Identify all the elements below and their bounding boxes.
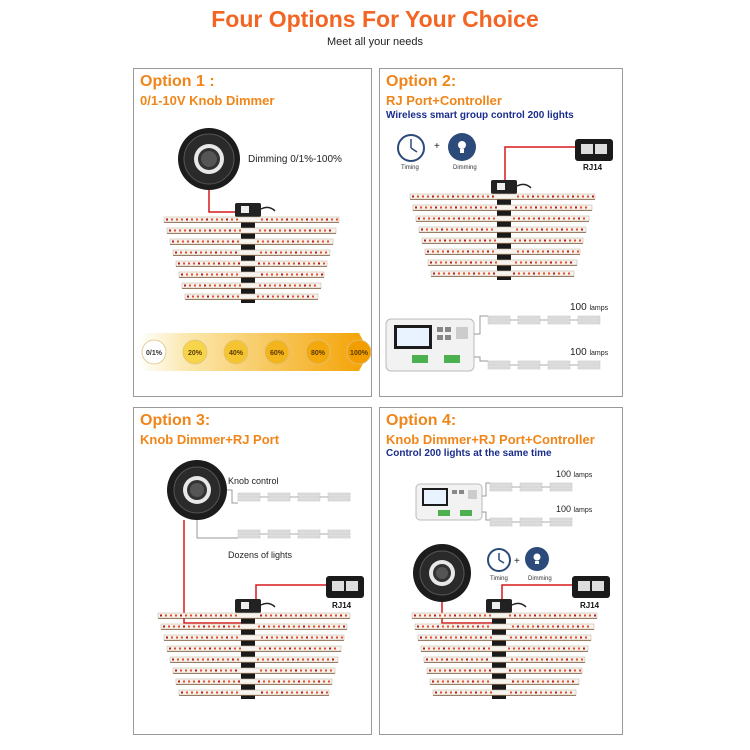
group2-lights	[488, 361, 600, 369]
bulb-icon	[448, 133, 476, 161]
controller-icon[interactable]	[386, 319, 474, 371]
dimming-level-label: 80%	[310, 350, 326, 357]
dimming-label: Dimming	[528, 576, 552, 582]
rj14-label: RJ14	[583, 163, 603, 172]
knob-group-lights	[238, 493, 350, 501]
option2-subtitle: RJ Port+Controller	[386, 93, 502, 108]
option2-title: Option 2:	[386, 73, 457, 90]
option4-diagram	[380, 408, 624, 736]
rj14-label: RJ14	[332, 601, 352, 610]
option2-panel	[379, 68, 623, 397]
rj14-port-icon[interactable]	[326, 576, 364, 598]
group2-lamp-count: 100 lamps	[556, 504, 593, 514]
led-grow-light-icon	[158, 599, 350, 699]
knob-dimmer-icon[interactable]	[413, 544, 471, 602]
option2-diagram	[380, 69, 624, 398]
rj14-port-icon[interactable]	[572, 576, 610, 598]
knob-dimmer-icon[interactable]	[167, 460, 227, 520]
option4-subtitle: Knob Dimmer+RJ Port+Controller	[386, 432, 595, 447]
timing-label: Timing	[490, 576, 508, 582]
group1-lights	[490, 483, 572, 491]
dimming-level-label: 0/1%	[146, 350, 162, 357]
led-grow-light-icon	[412, 599, 600, 699]
clock-icon	[488, 549, 510, 571]
option1-subtitle: 0/1-10V Knob Dimmer	[140, 93, 275, 108]
option3-panel	[133, 407, 372, 735]
dimming-level-label: 100%	[350, 350, 368, 357]
option4-title: Option 4:	[386, 412, 457, 429]
dozens-of-lights-label: Dozens of lights	[228, 550, 293, 560]
timing-label: Timing	[401, 165, 419, 171]
option3-title: Option 3:	[140, 412, 211, 429]
rj14-label: RJ14	[580, 601, 600, 610]
rj14-port-icon[interactable]	[575, 139, 613, 161]
clock-icon	[398, 135, 424, 161]
option1-diagram	[134, 69, 373, 398]
option1-title: Option 1 :	[140, 73, 215, 90]
page-subtitle: Meet all your needs	[327, 36, 423, 48]
dozens-group-lights	[238, 530, 350, 538]
option2-description: Wireless smart group control 200 lights	[386, 110, 574, 121]
option3-diagram	[134, 408, 373, 736]
bulb-icon	[525, 547, 549, 571]
page-title: Four Options For Your Choice	[211, 6, 539, 32]
led-grow-light-icon	[164, 203, 339, 303]
controller-icon[interactable]	[416, 484, 482, 520]
option1-dimming-label: Dimming 0/1%-100%	[248, 154, 342, 165]
group2-lamp-count: 100 lamps	[570, 347, 609, 358]
dimming-level-label: 20%	[187, 350, 203, 357]
option4-description: Control 200 lights at the same time	[386, 448, 552, 459]
dimming-level-label: 60%	[269, 350, 285, 357]
option3-subtitle: Knob Dimmer+RJ Port	[140, 432, 280, 447]
plus-sign: +	[514, 556, 520, 567]
dimming-level-label: 40%	[228, 350, 244, 357]
knob-dimmer-icon[interactable]	[178, 128, 240, 190]
dimming-gradient-bar	[139, 333, 369, 371]
led-grow-light-icon	[410, 180, 595, 280]
group1-lamp-count: 100 lamps	[570, 302, 609, 313]
option4-panel	[379, 407, 623, 735]
group1-lamp-count: 100 lamps	[556, 469, 593, 479]
plus-sign: +	[434, 141, 440, 152]
option1-panel	[133, 68, 372, 397]
group2-lights	[490, 518, 572, 526]
knob-control-label: Knob control	[228, 476, 279, 486]
dimming-label: Dimming	[453, 165, 477, 171]
group1-lights	[488, 316, 600, 324]
